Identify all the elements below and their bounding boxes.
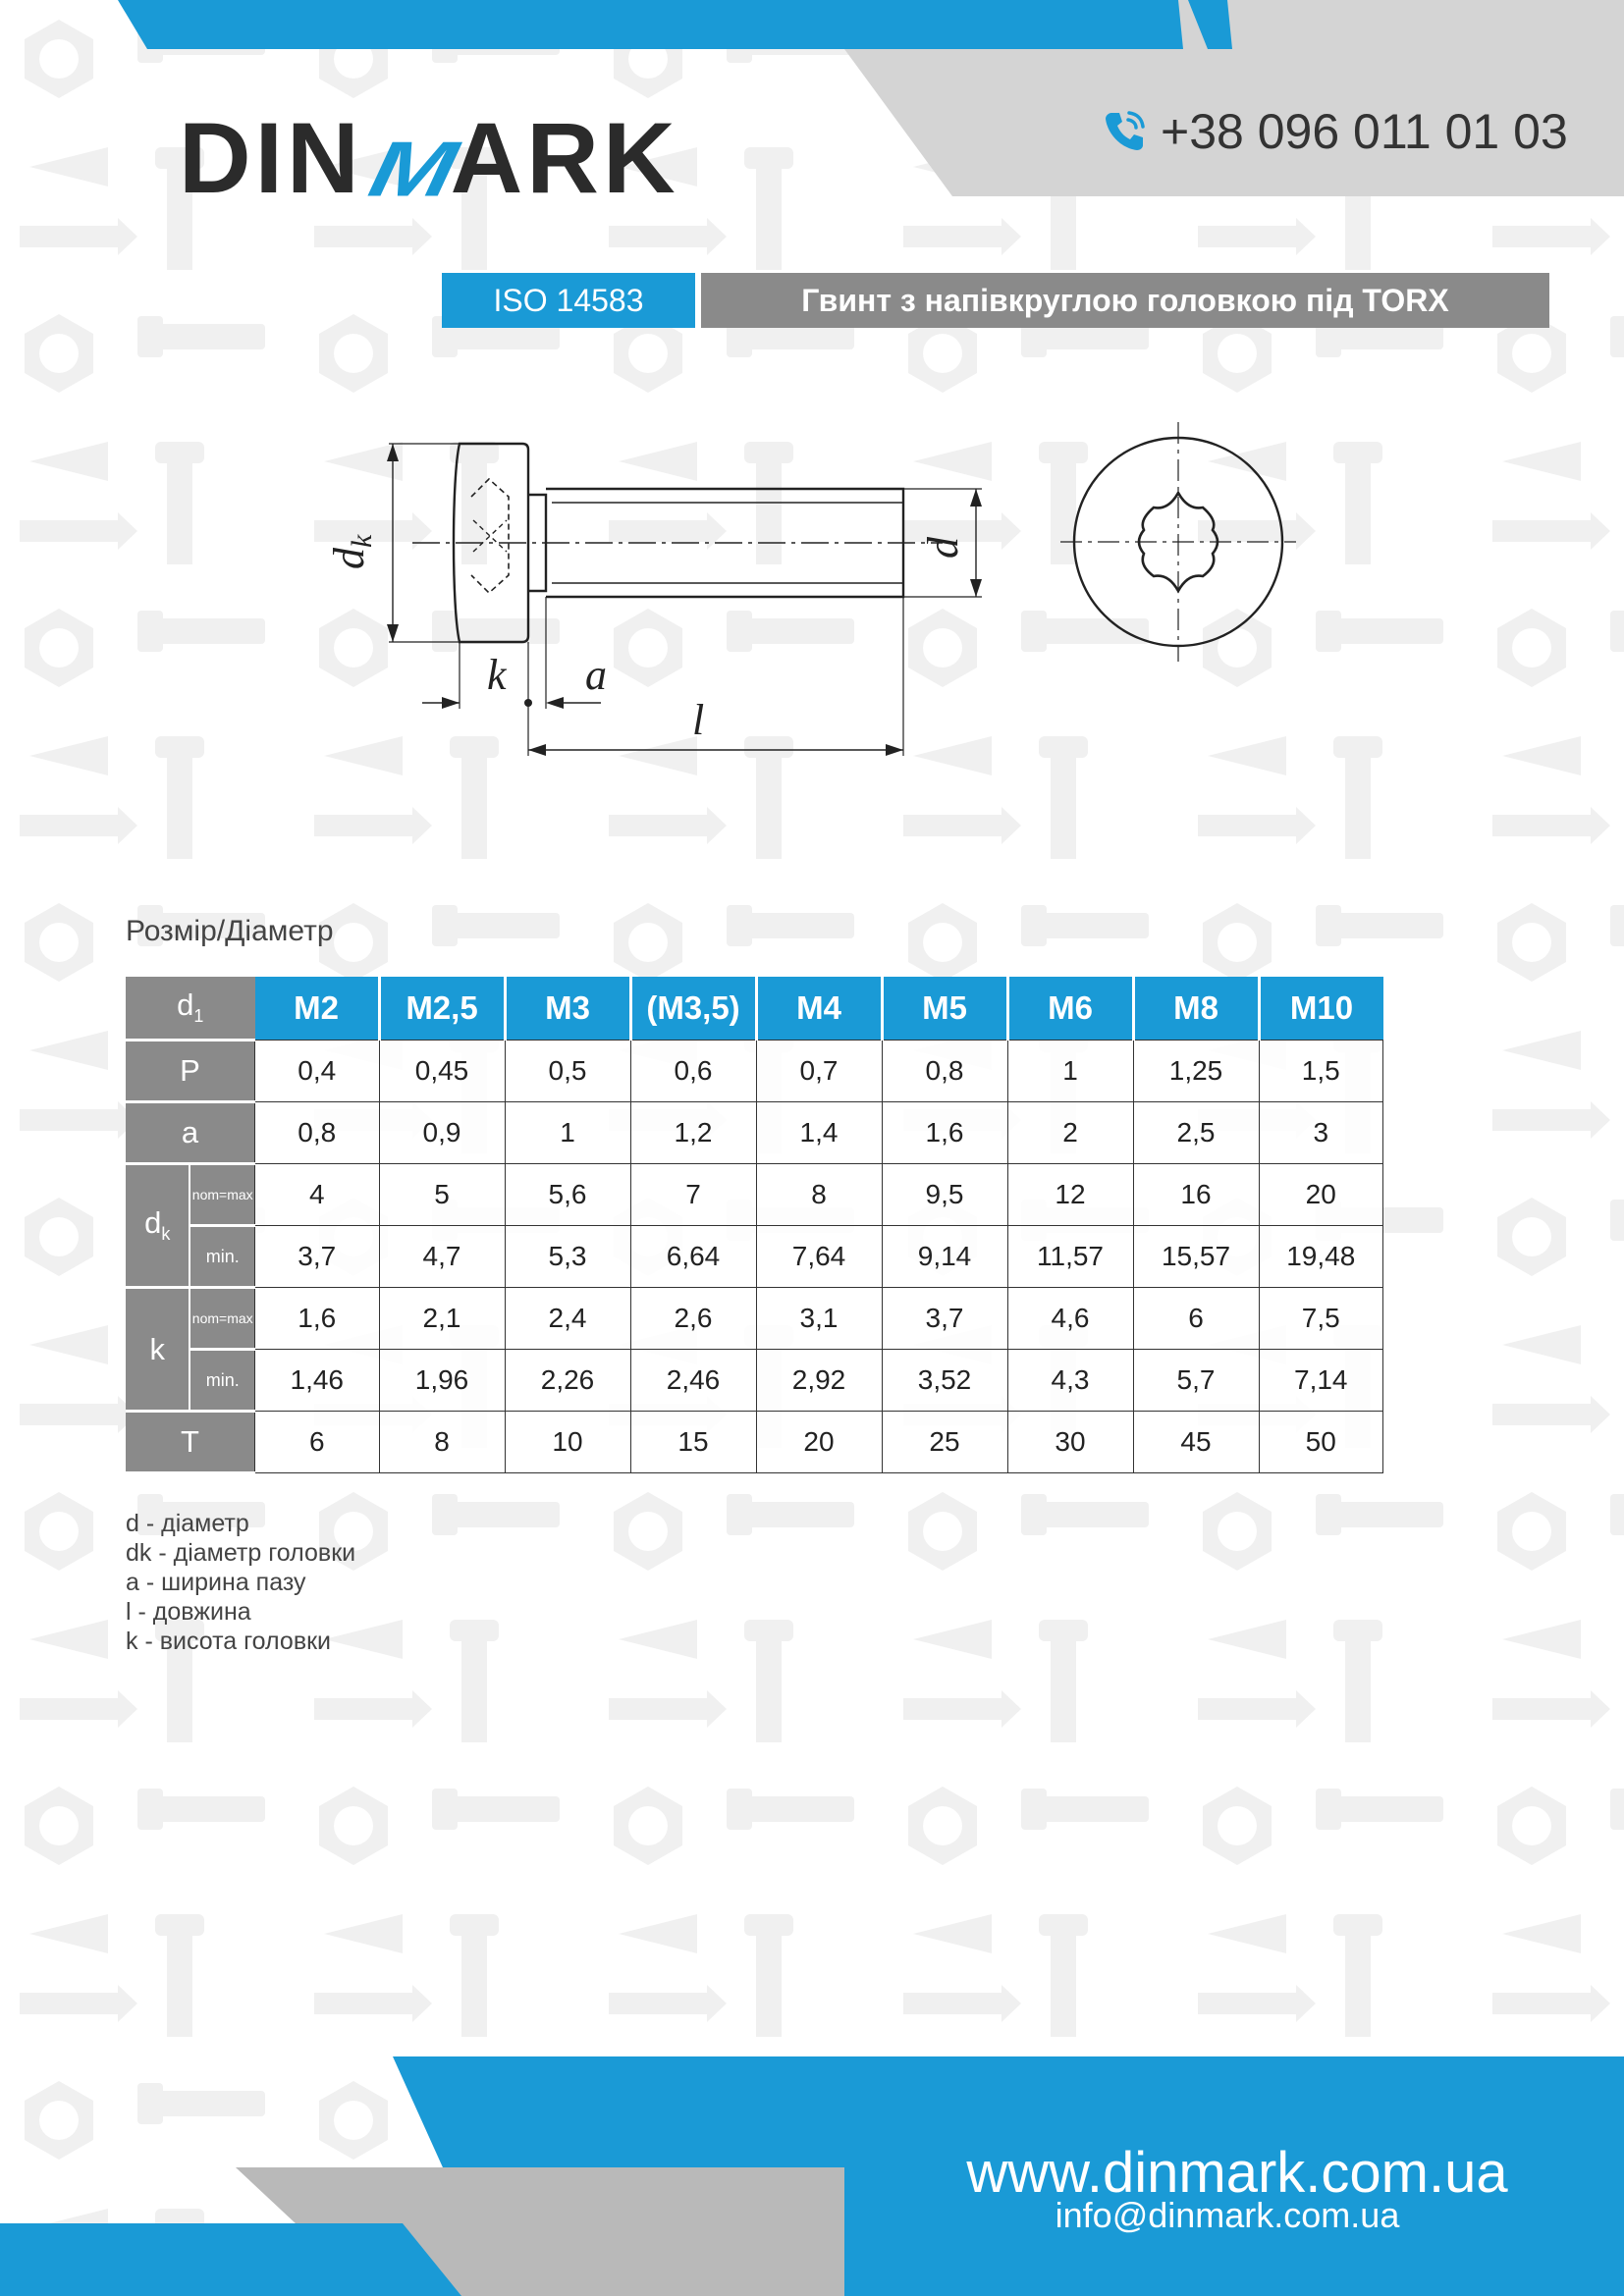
table-row: [126, 1226, 1383, 1288]
table-row: [126, 1288, 1383, 1350]
table-cell: 4,6: [1007, 1288, 1133, 1350]
table-cell: 1,6: [255, 1288, 380, 1350]
row-label-dk-sub: k: [161, 1224, 171, 1245]
row-sublabel-k-nom: nom=max: [189, 1288, 254, 1350]
standard-badge: ISO 14583: [442, 273, 695, 328]
table-cell: 4,3: [1007, 1350, 1133, 1412]
table-cell: 0,45: [379, 1041, 505, 1102]
table-cell: 5,6: [505, 1164, 630, 1226]
size-header: (M3,5): [630, 977, 756, 1041]
table-cell: 1,2: [630, 1102, 756, 1164]
table-cell: 5,3: [505, 1226, 630, 1288]
product-title: Гвинт з напівкруглою головкою під TORX: [701, 273, 1549, 328]
table-cell: 15,57: [1133, 1226, 1259, 1288]
table-cell: 2,92: [756, 1350, 882, 1412]
table-cell: 11,57: [1007, 1226, 1133, 1288]
table-cell: 3,52: [882, 1350, 1007, 1412]
table-cell: 15: [630, 1412, 756, 1473]
logo-text-suffix: ARK: [450, 102, 679, 214]
table-cell: 4: [255, 1164, 380, 1226]
table-cell: 2: [1007, 1102, 1133, 1164]
table-cell: 30: [1007, 1412, 1133, 1473]
label-k: k: [487, 651, 507, 699]
table-cell: 12: [1007, 1164, 1133, 1226]
legend: [126, 1509, 355, 1656]
table-cell: 8: [756, 1164, 882, 1226]
table-cell: 7,64: [756, 1226, 882, 1288]
phone-number: +38 096 011 01 03: [1161, 104, 1568, 159]
table-cell: 16: [1133, 1164, 1259, 1226]
row-sublabel-dk-min: min.: [189, 1226, 254, 1288]
table-cell: 1: [505, 1102, 630, 1164]
size-header: M4: [756, 977, 882, 1041]
table-cell: 0,7: [756, 1041, 882, 1102]
row-label-t: T: [126, 1412, 255, 1473]
table-cell: 2,5: [1133, 1102, 1259, 1164]
table-cell: 20: [1259, 1164, 1383, 1226]
label-d: d: [919, 537, 967, 559]
legend-item: l - довжина: [126, 1598, 251, 1626]
table-cell: 5: [379, 1164, 505, 1226]
header-sub: 1: [193, 1006, 204, 1027]
table-cell: 45: [1133, 1412, 1259, 1473]
table-cell: 1,4: [756, 1102, 882, 1164]
table-cell: 3: [1259, 1102, 1383, 1164]
table-cell: 7: [630, 1164, 756, 1226]
legend-item: a - ширина пазу: [126, 1569, 306, 1596]
table-cell: 3,1: [756, 1288, 882, 1350]
table-row: [126, 1350, 1383, 1412]
table-cell: 3,7: [882, 1288, 1007, 1350]
logo-text-prefix: DIN: [179, 102, 363, 214]
table-row: [126, 1412, 1383, 1473]
table-cell: 5,7: [1133, 1350, 1259, 1412]
logo-text-accent: M: [361, 125, 468, 213]
legend-item: dk - діаметр головки: [126, 1539, 356, 1567]
table-cell: 6,64: [630, 1226, 756, 1288]
size-header: M6: [1007, 977, 1133, 1041]
row-label-dk-main: d: [144, 1205, 162, 1241]
phone-contact[interactable]: [1100, 102, 1568, 161]
table-cell: 2,26: [505, 1350, 630, 1412]
table-cell: 0,6: [630, 1041, 756, 1102]
legend-item: k - висота головки: [126, 1628, 331, 1655]
table-cell: 8: [379, 1412, 505, 1473]
table-cell: 2,46: [630, 1350, 756, 1412]
email-link[interactable]: info@dinmark.com.ua: [1055, 2195, 1400, 2235]
table-cell: 2,6: [630, 1288, 756, 1350]
table-cell: 1,46: [255, 1350, 380, 1412]
row-sublabel-k-min: min.: [189, 1350, 254, 1412]
table-cell: 2,1: [379, 1288, 505, 1350]
label-dk: dk: [325, 534, 378, 569]
header-label-cell: [126, 977, 255, 1041]
table-header-row: [126, 977, 1383, 1041]
size-header: M8: [1133, 977, 1259, 1041]
table-cell: 2,4: [505, 1288, 630, 1350]
table-cell: 20: [756, 1412, 882, 1473]
table-cell: 1,5: [1259, 1041, 1383, 1102]
label-a: a: [585, 651, 607, 699]
table-cell: 3,7: [255, 1226, 380, 1288]
size-header: M2: [255, 977, 380, 1041]
size-header: M10: [1259, 977, 1383, 1041]
screw-technical-drawing: [314, 422, 1335, 775]
table-cell: 0,8: [882, 1041, 1007, 1102]
row-label-k: k: [126, 1288, 189, 1412]
size-header: M3: [505, 977, 630, 1041]
table-cell: 1,25: [1133, 1041, 1259, 1102]
table-cell: 50: [1259, 1412, 1383, 1473]
phone-icon: [1100, 107, 1149, 156]
table-cell: 1: [1007, 1041, 1133, 1102]
size-header: M2,5: [379, 977, 505, 1041]
table-cell: 25: [882, 1412, 1007, 1473]
row-label-dk: [126, 1164, 189, 1288]
table-cell: 0,5: [505, 1041, 630, 1102]
table-cell: 19,48: [1259, 1226, 1383, 1288]
table-cell: 0,4: [255, 1041, 380, 1102]
size-header: M5: [882, 977, 1007, 1041]
row-label-a: a: [126, 1102, 255, 1164]
table-cell: 7,14: [1259, 1350, 1383, 1412]
table-row: [126, 1164, 1383, 1226]
legend-item: d - діаметр: [126, 1510, 249, 1537]
table-row: [126, 1041, 1383, 1102]
header-label: d: [177, 988, 194, 1023]
table-row: [126, 1102, 1383, 1164]
table-cell: 10: [505, 1412, 630, 1473]
table-cell: 0,8: [255, 1102, 380, 1164]
row-label-p: P: [126, 1041, 255, 1102]
row-sublabel-dk-nom: nom=max: [189, 1164, 254, 1226]
table-cell: 1,96: [379, 1350, 505, 1412]
table-cell: 6: [1133, 1288, 1259, 1350]
label-l: l: [692, 696, 705, 744]
table-cell: 6: [255, 1412, 380, 1473]
table-cell: 1,6: [882, 1102, 1007, 1164]
table-cell: 9,5: [882, 1164, 1007, 1226]
table-caption: Розмір/Діаметр: [126, 915, 334, 947]
table-cell: 9,14: [882, 1226, 1007, 1288]
table-cell: 0,9: [379, 1102, 505, 1164]
table-cell: 4,7: [379, 1226, 505, 1288]
table-cell: 7,5: [1259, 1288, 1383, 1350]
website-link[interactable]: www.dinmark.com.ua: [966, 2141, 1508, 2205]
dimensions-table: [126, 977, 1383, 1474]
dinmark-logo: [179, 102, 679, 214]
